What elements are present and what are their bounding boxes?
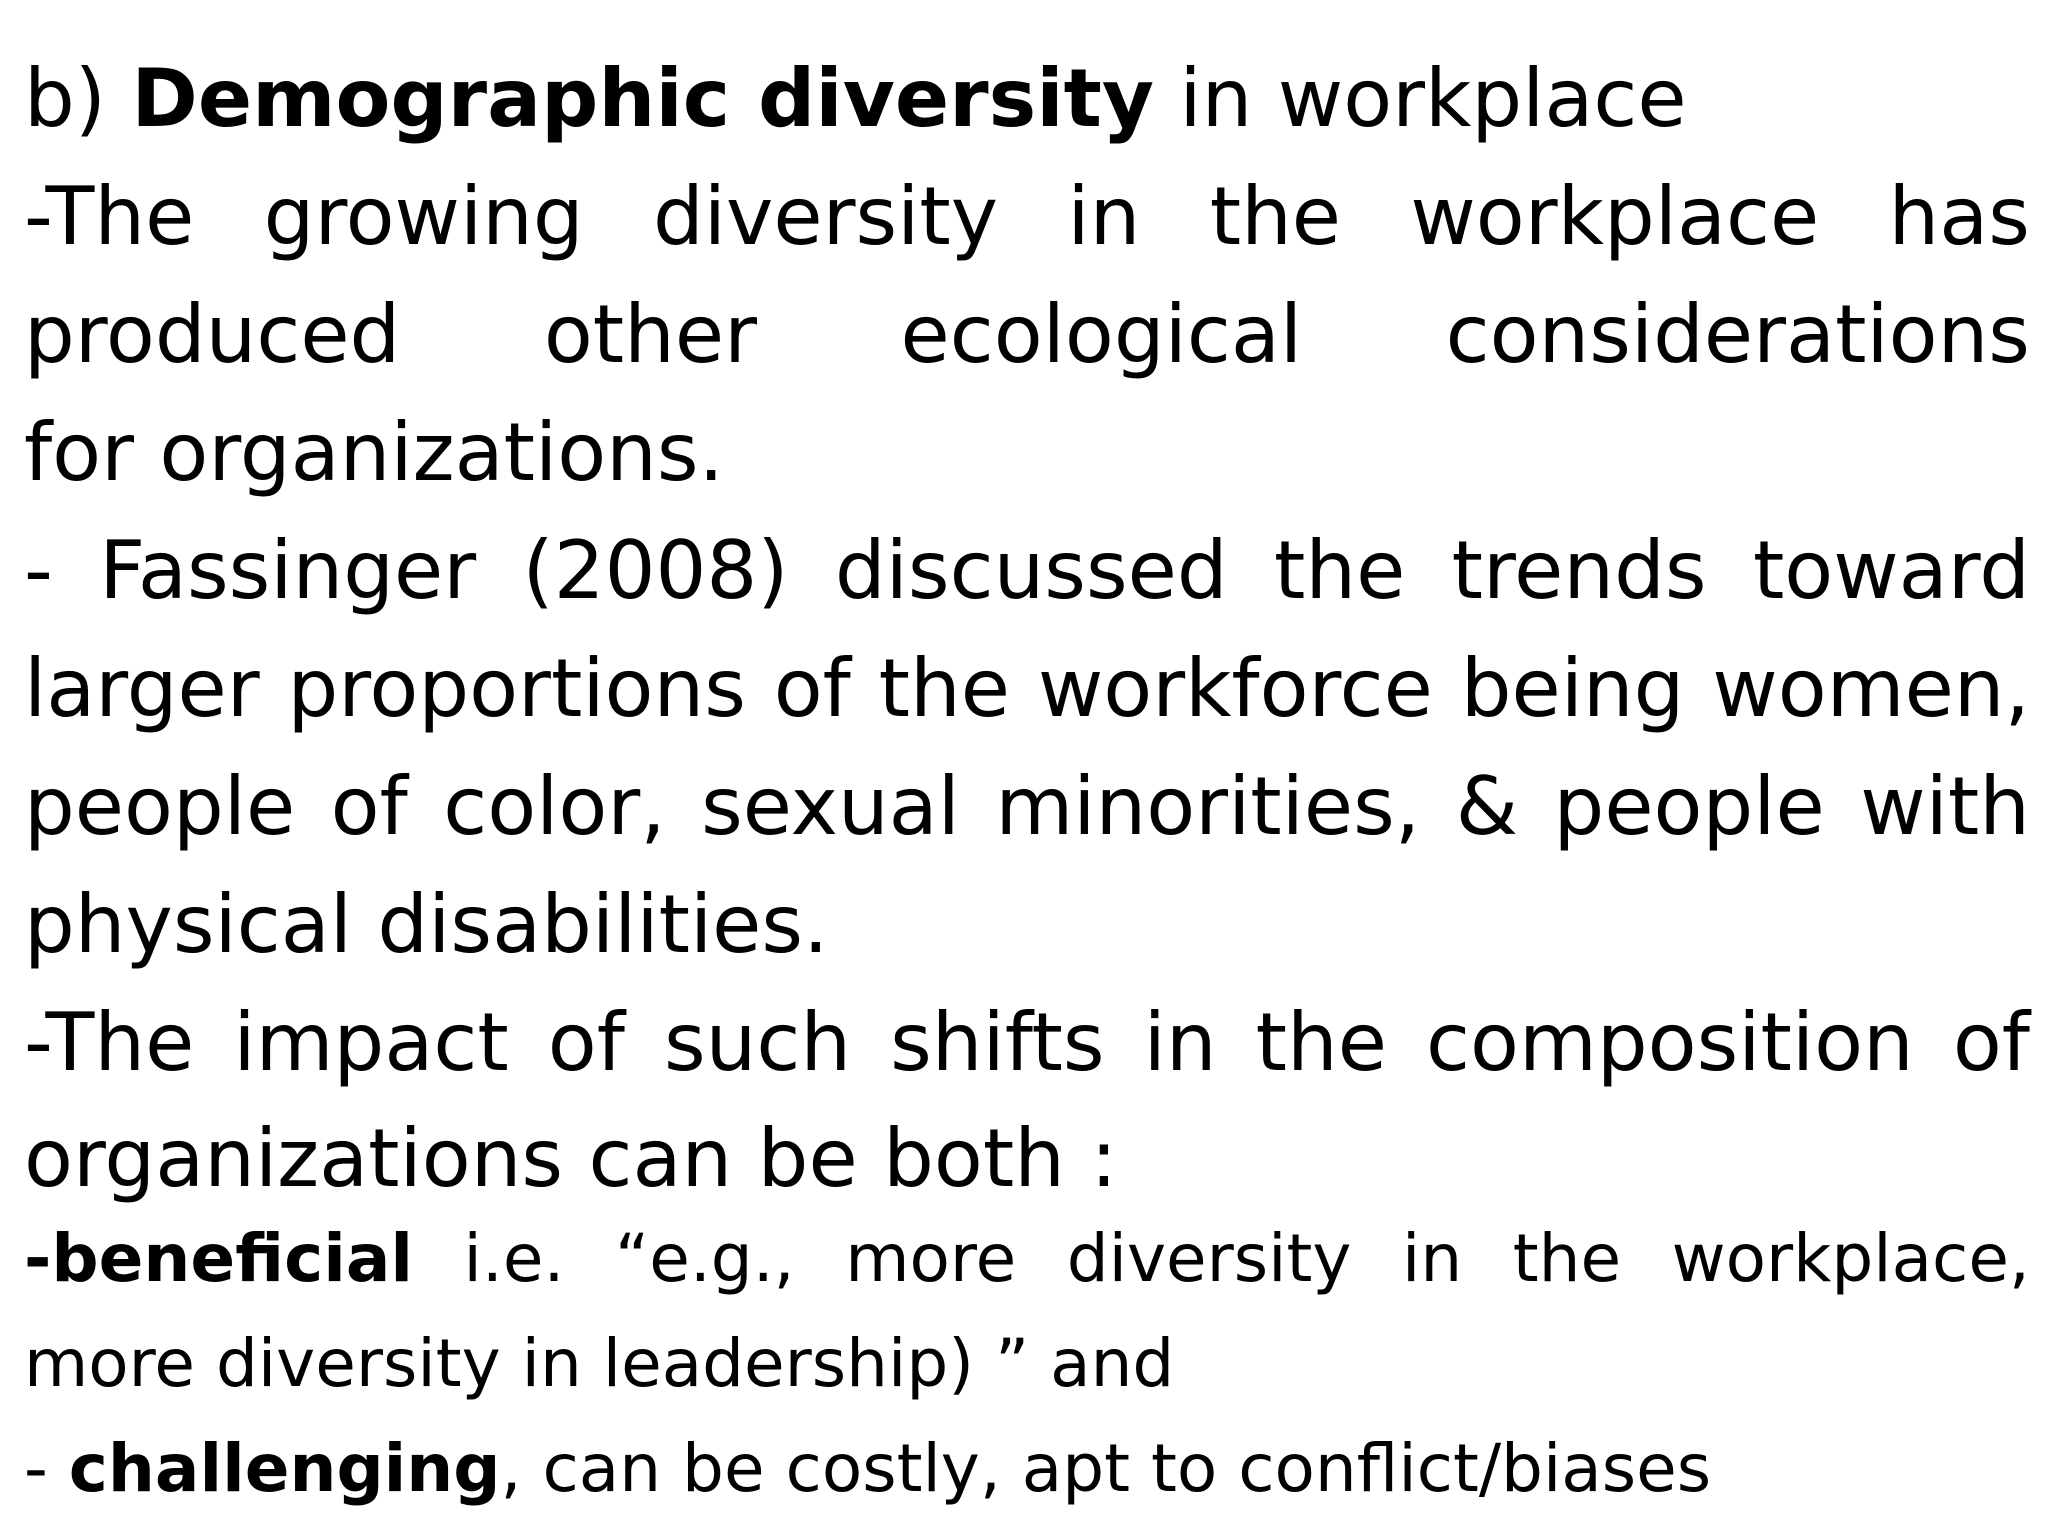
word: color, xyxy=(443,760,666,853)
word: discussed xyxy=(834,524,1228,617)
dash: - xyxy=(24,1430,69,1507)
word: toward xyxy=(1752,524,2030,617)
word: the xyxy=(1274,524,1406,617)
word: in xyxy=(1067,170,1141,263)
word: of xyxy=(773,642,851,735)
word: “e.g., xyxy=(615,1220,795,1297)
word: larger xyxy=(24,642,260,735)
word: workplace xyxy=(1410,170,1820,263)
para1-line1 xyxy=(24,158,2030,276)
word: ecological xyxy=(900,288,1303,381)
word: the xyxy=(1209,170,1341,263)
word: sexual xyxy=(701,760,960,853)
slide-heading xyxy=(24,40,2030,158)
word: considerations xyxy=(1445,288,2030,381)
para4-line1 xyxy=(24,1205,2030,1313)
para2-line4: physical disabilities. xyxy=(24,878,829,971)
word: composition xyxy=(1426,996,1914,1089)
word: people xyxy=(1553,760,1825,853)
word: diversity xyxy=(1066,1220,1352,1297)
para3-line2: organizations can be both : xyxy=(24,1112,1118,1205)
word: with xyxy=(1860,760,2030,853)
word: i.e. xyxy=(463,1220,565,1297)
word: -The xyxy=(24,996,195,1089)
para2-line2 xyxy=(24,630,2030,748)
para5-line1 xyxy=(24,1415,2030,1523)
word: Fassinger xyxy=(99,524,477,617)
word: being xyxy=(1460,642,1685,735)
heading-bold: Demographic diversity xyxy=(131,52,1154,145)
para5-rest: , can be costly, apt to conflict/biases xyxy=(500,1430,1712,1507)
word: the xyxy=(1255,996,1387,1089)
word: shifts xyxy=(890,996,1105,1089)
heading-prefix: b) xyxy=(24,52,132,145)
word: (2008) xyxy=(522,524,789,617)
heading-suffix: in workplace xyxy=(1154,52,1687,145)
para3-line1 xyxy=(24,984,2030,1102)
word: the xyxy=(1512,1220,1622,1297)
word: workplace, xyxy=(1671,1220,2030,1297)
word: more xyxy=(845,1220,1017,1297)
beneficial-label: -beneficial xyxy=(24,1220,413,1297)
word: of xyxy=(547,996,625,1089)
para1-line2 xyxy=(24,276,2030,394)
word: diversity xyxy=(653,170,999,263)
word: such xyxy=(663,996,852,1089)
word: the xyxy=(878,642,1010,735)
word: of xyxy=(330,760,408,853)
word: women, xyxy=(1712,642,2030,735)
word: - xyxy=(24,524,53,617)
word: other xyxy=(543,288,757,381)
word: trends xyxy=(1451,524,1707,617)
word: people xyxy=(24,760,296,853)
word: in xyxy=(1402,1220,1463,1297)
challenging-label: challenging xyxy=(68,1430,501,1507)
word: produced xyxy=(24,288,401,381)
word: & xyxy=(1455,760,1519,853)
para2-line1 xyxy=(24,512,2030,630)
word: has xyxy=(1888,170,2030,263)
word: minorities, xyxy=(995,760,1421,853)
word: workforce xyxy=(1037,642,1433,735)
word: proportions xyxy=(287,642,746,735)
word: -The xyxy=(24,170,195,263)
para1-line3: for organizations. xyxy=(24,406,724,499)
word: of xyxy=(1952,996,2030,1089)
word: in xyxy=(1143,996,1217,1089)
word: impact xyxy=(233,996,509,1089)
para2-line3 xyxy=(24,748,2030,866)
word: growing xyxy=(263,170,584,263)
para4-line2: more diversity in leadership) ” and xyxy=(24,1325,1175,1402)
